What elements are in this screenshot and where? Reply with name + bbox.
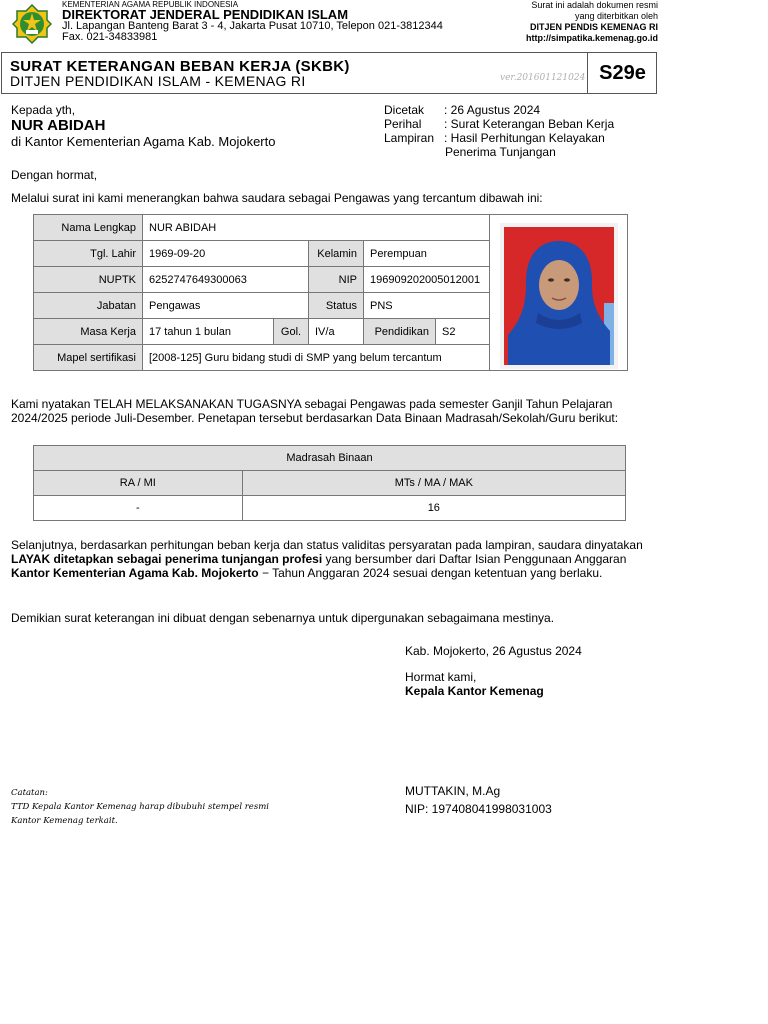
bio-dob-value: 1969-09-20 — [143, 241, 309, 267]
table-row — [34, 215, 628, 241]
official-note-line-2: yang diterbitkan oleh — [574, 11, 658, 21]
official-note-line-1: Surat ini adalah dokumen resmi — [531, 0, 658, 10]
recipient-name: NUR ABIDAH — [11, 117, 106, 134]
eligibility-text-2: yang bersumber dari Daftar Isian Penggunaan Anggaran — [322, 552, 627, 566]
profile-photo — [500, 223, 618, 369]
signatory-name: MUTTAKIN, M.Ag — [405, 784, 501, 798]
photo-cell — [490, 215, 628, 371]
closing-paragraph: Demikian surat keterangan ini dibuat dengan sebenarnya untuk dipergunakan sebagaimana mestinya. — [11, 611, 555, 625]
signature-title: Kepala Kantor Kemenag — [405, 684, 544, 698]
bio-nuptk-label: NUPTK — [34, 267, 143, 293]
recipient-place: di Kantor Kementerian Agama Kab. Mojokerto — [11, 134, 276, 149]
recipient-label: Kepada yth, — [11, 103, 76, 117]
bio-education-label: Pendidikan — [364, 319, 436, 345]
table-row — [34, 471, 626, 496]
attachment-value-line-1: : Hasil Perhitungan Kelayakan — [444, 131, 605, 145]
madrasah-val-ra-mi: - — [34, 496, 243, 521]
bio-name-value: NUR ABIDAH — [143, 215, 490, 241]
bio-grade-label: Gol. — [274, 319, 309, 345]
bio-gender-value: Perempuan — [364, 241, 490, 267]
bio-position-value: Pengawas — [143, 293, 309, 319]
attachment-value-line-2: Penerima Tunjangan — [445, 145, 556, 159]
bio-nuptk-value: 6252747649300063 — [143, 267, 309, 293]
printed-label: Dicetak — [384, 103, 425, 117]
eligibility-bold-1: LAYAK ditetapkan sebagai penerima tunjangan profesi — [11, 552, 323, 566]
ministry-name: KEMENTERIAN AGAMA REPUBLIK INDONESIA — [62, 0, 239, 9]
bio-tenure-value: 17 tahun 1 bulan — [143, 319, 274, 345]
attachment-value — [444, 131, 614, 159]
letter-meta — [384, 103, 614, 159]
bio-dob-label: Tgl. Lahir — [34, 241, 143, 267]
bio-grade-value: IV/a — [309, 319, 364, 345]
document-title-box — [1, 52, 657, 94]
eligibility-paragraph — [11, 538, 661, 580]
madrasah-col-ra-mi: RA / MI — [34, 471, 243, 496]
bio-table — [33, 214, 628, 371]
bio-education-value: S2 — [436, 319, 490, 345]
directorate-address: Jl. Lapangan Banteng Barat 3 - 4, Jakarta Pusat 10710, Telepon 021-3812344 — [62, 20, 443, 32]
directorate-fax: Fax. 021-34833981 — [62, 31, 158, 43]
bio-cert-value: [2008-125] Guru bidang studi di SMP yang belum tercantum — [143, 345, 490, 371]
document-version: ver.201601121024 — [500, 73, 586, 83]
intro-text: Melalui surat ini kami menerangkan bahwa saudara sebagai Pengawas yang tercantum dibawah ini: — [11, 191, 543, 205]
bio-cert-label: Mapel sertifikasi — [34, 345, 143, 371]
madrasah-title: Madrasah Binaan — [34, 446, 626, 471]
signature-closing: Hormat kami, — [405, 670, 477, 684]
official-document-note — [458, 0, 658, 44]
statement-paragraph: Kami nyatakan TELAH MELAKSANAKAN TUGASNYA sebagai Pengawas pada semester Ganjil Tahun Pelajaran 2024/2025 periode Juli-Desember. Penetapan tersebut berdasarkan Data Binaan Madrasah/Sekolah/Guru berikut: — [11, 397, 619, 425]
subject-value: : Surat Keterangan Beban Kerja — [444, 117, 615, 131]
bio-nip-label: NIP — [309, 267, 364, 293]
madrasah-val-mts-ma-mak: 16 — [242, 496, 625, 521]
bio-status-label: Status — [309, 293, 364, 319]
eligibility-bold-2: Kantor Kementerian Agama Kab. Mojokerto — [11, 566, 259, 580]
document-subtitle: DITJEN PENDIDIKAN ISLAM - KEMENAG RI — [10, 73, 306, 89]
document-code: S29e — [587, 53, 657, 93]
bio-name-label: Nama Lengkap — [34, 215, 143, 241]
subject-label: Perihal — [384, 117, 422, 131]
table-row — [34, 496, 626, 521]
madrasah-table — [33, 445, 626, 521]
footnote-label: Catatan: — [11, 788, 48, 798]
photo-face — [539, 260, 579, 310]
eligibility-text-1: Selanjutnya, berdasarkan perhitungan beban kerja dan status validitas persyaratan pada lampiran, saudara dinyatakan — [11, 538, 643, 552]
kemenag-logo-icon — [12, 4, 52, 44]
bio-nip-value: 196909202005012001 — [364, 267, 490, 293]
footnote — [11, 786, 291, 828]
bio-status-value: PNS — [364, 293, 490, 319]
official-url: http://simpatika.kemenag.go.id — [525, 33, 658, 43]
attachment-label: Lampiran — [384, 131, 435, 145]
document-title: SURAT KETERANGAN BEBAN KERJA (SKBK) — [10, 58, 350, 75]
printed-value: : 26 Agustus 2024 — [444, 103, 541, 117]
signatory-nip: NIP: 197408041998031003 — [405, 802, 552, 816]
official-issuer: DITJEN PENDIS KEMENAG RI — [529, 22, 658, 32]
footnote-text: TTD Kepala Kantor Kemenag harap dibubuhi stempel resmi Kantor Kemenag terkait. — [11, 802, 269, 826]
bio-position-label: Jabatan — [34, 293, 143, 319]
eligibility-text-3: − Tahun Anggaran 2024 sesuai dengan ketentuan yang berlaku. — [258, 566, 603, 580]
bio-gender-label: Kelamin — [309, 241, 364, 267]
signature-place-date: Kab. Mojokerto, 26 Agustus 2024 — [405, 644, 582, 658]
madrasah-col-mts-ma-mak: MTs / MA / MAK — [242, 471, 625, 496]
bio-tenure-label: Masa Kerja — [34, 319, 143, 345]
table-row — [34, 446, 626, 471]
directorate-name: DIREKTORAT JENDERAL PENDIDIKAN ISLAM — [62, 7, 349, 22]
greeting: Dengan hormat, — [11, 168, 98, 182]
